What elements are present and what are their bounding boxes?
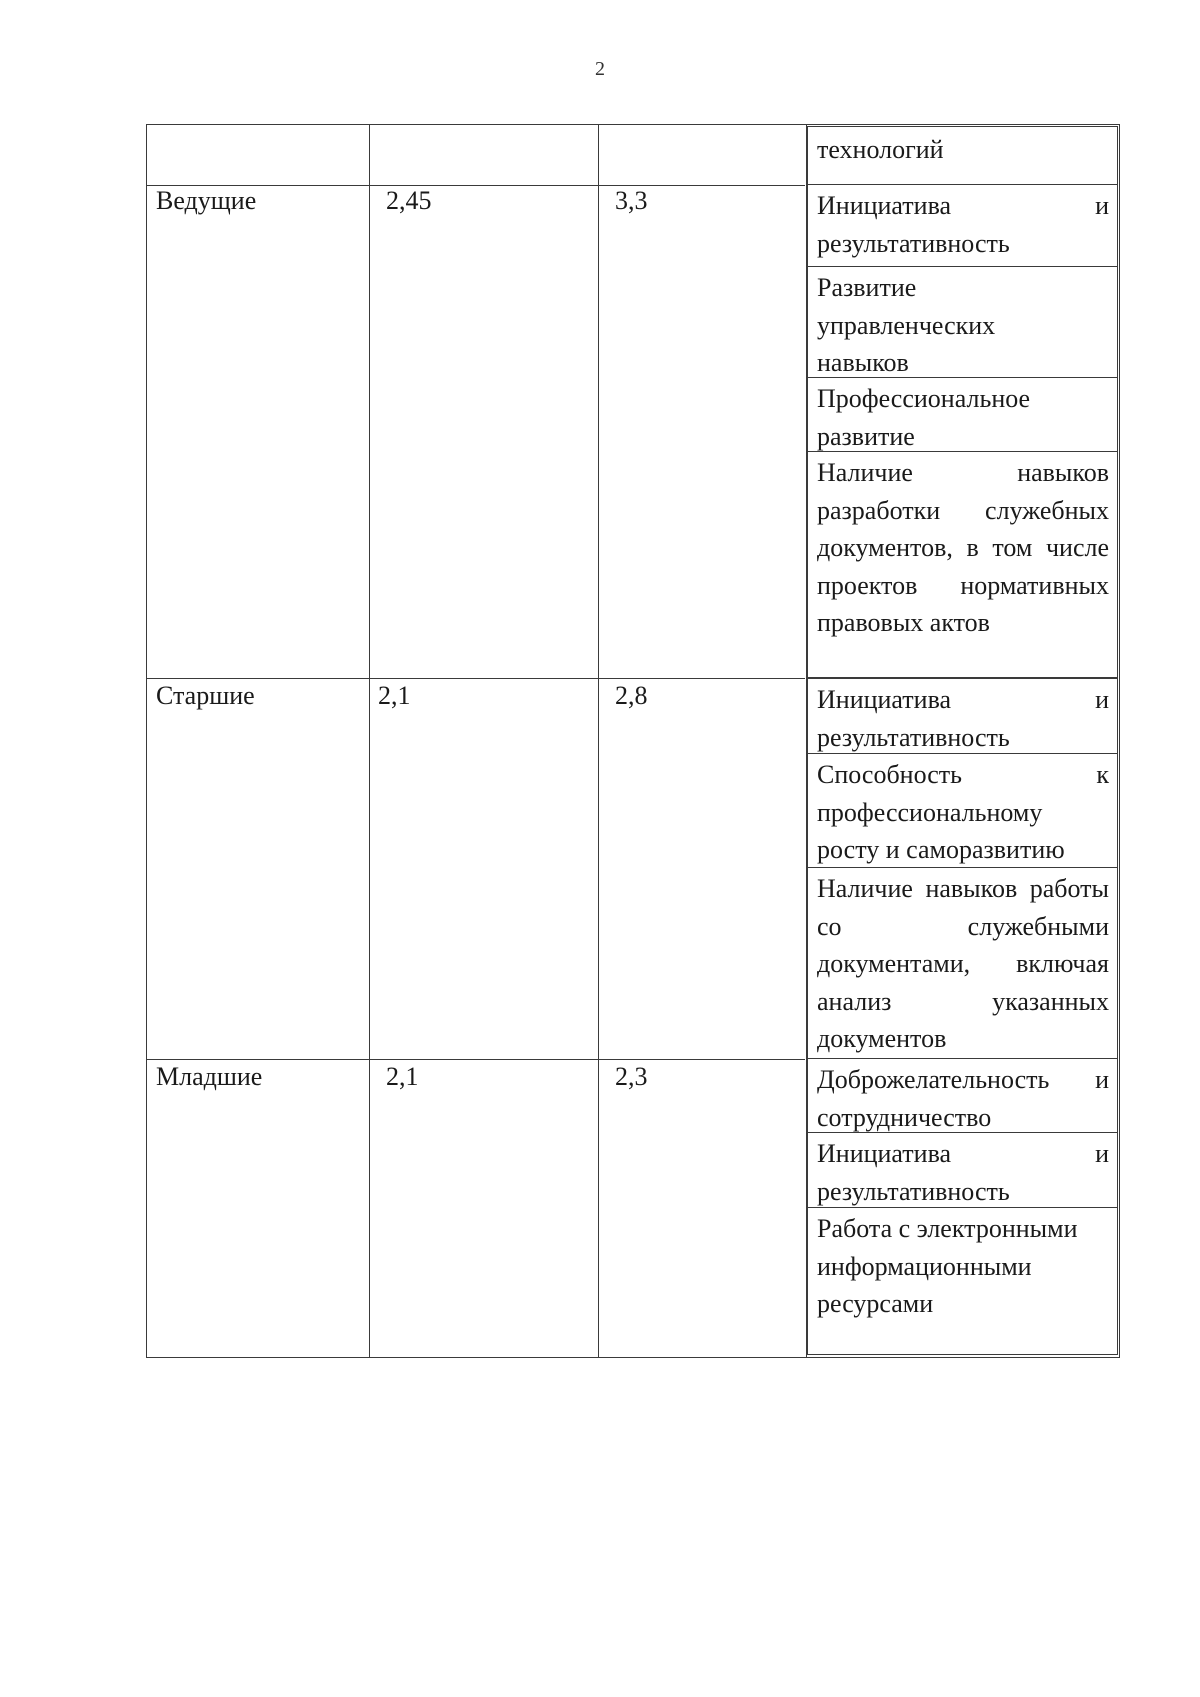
criterion-text: Способность к профессиональному росту и саморазвитию — [817, 760, 1109, 864]
criterion-cell — [807, 678, 1118, 754]
criterion-cell — [807, 266, 1118, 378]
criterion-text: Профессиональное развитие — [817, 384, 1031, 451]
carryover-text: технологий — [817, 135, 944, 164]
criterion-text: Наличие навыков работы со служебными документами, включая анализ указанных документов — [817, 874, 1109, 1053]
criterion-text: Инициатива и результативность — [817, 1139, 1109, 1206]
criterion-text: Инициатива и результативность — [817, 685, 1109, 752]
group-value-1: 2,1 — [378, 681, 411, 710]
criterion-cell — [807, 1207, 1118, 1355]
criterion-text: Доброжелательность и сотрудничество — [817, 1065, 1109, 1132]
criterion-text: Развитие управленческих навыков — [817, 273, 996, 377]
group-name: Старшие — [156, 681, 255, 710]
column-divider — [369, 125, 370, 1357]
criterion-cell — [807, 1132, 1118, 1208]
criterion-cell — [807, 753, 1118, 868]
criterion-cell — [807, 126, 1118, 186]
group-value-1: 2,1 — [386, 1062, 419, 1091]
criterion-text: Инициатива и результативность — [817, 191, 1109, 258]
criterion-cell — [807, 377, 1118, 452]
group-value-2: 2,3 — [615, 1062, 648, 1091]
criterion-cell — [807, 1058, 1118, 1133]
criterion-text: Наличие навыков разработки служебных документов, в том числе проектов нормативных правовых актов — [817, 458, 1109, 637]
column-divider — [598, 125, 599, 1357]
criterion-text: Работа с электронными информационными ресурсами — [817, 1214, 1078, 1318]
group-value-2: 3,3 — [615, 186, 648, 215]
group-name: Ведущие — [156, 186, 257, 215]
group-name: Младшие — [156, 1062, 263, 1091]
criterion-cell — [807, 184, 1118, 267]
group-value-2: 2,8 — [615, 681, 648, 710]
criterion-cell — [807, 867, 1118, 1059]
criterion-cell — [807, 451, 1118, 678]
page-number: 2 — [595, 58, 605, 80]
group-value-1: 2,45 — [386, 186, 432, 215]
